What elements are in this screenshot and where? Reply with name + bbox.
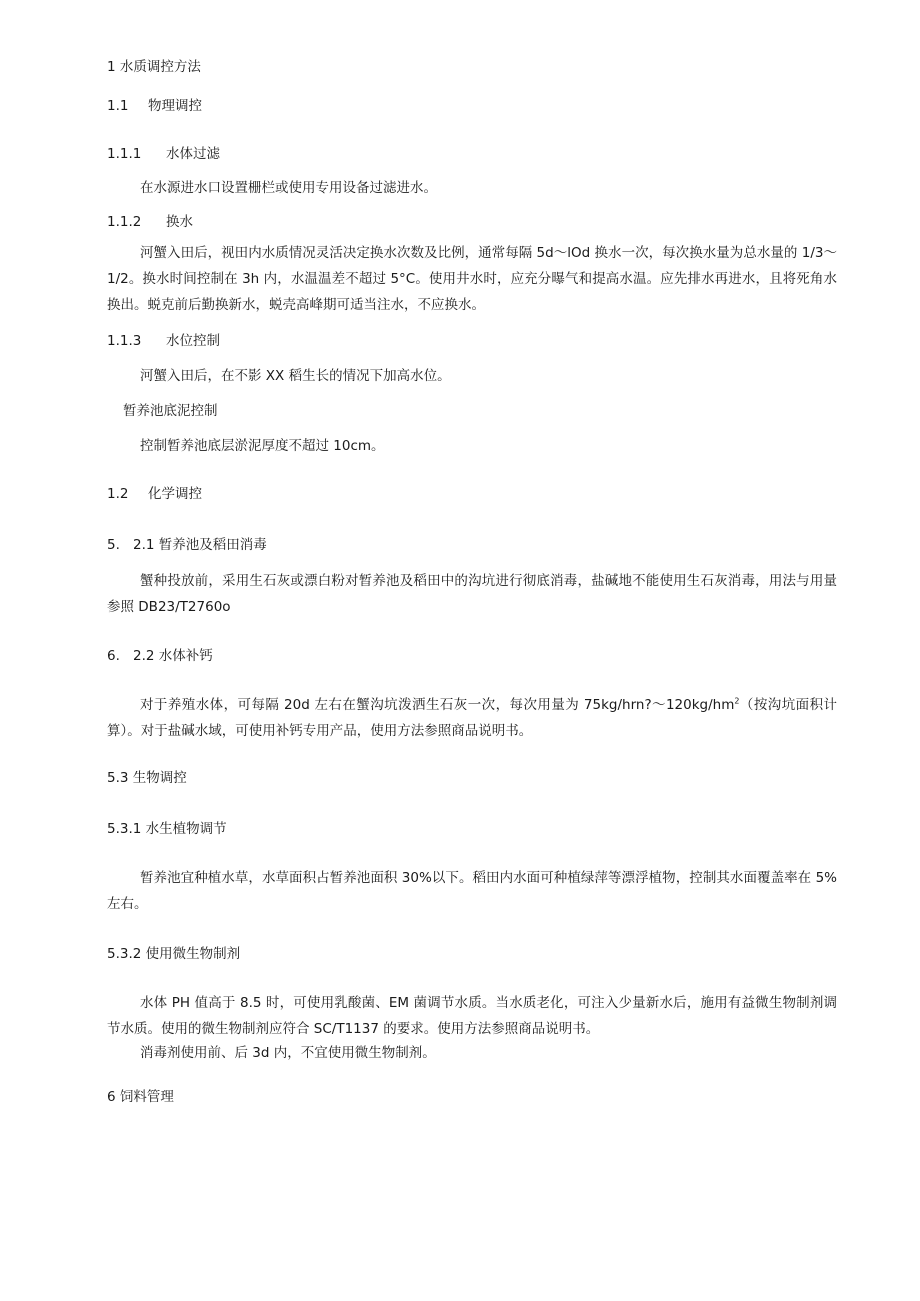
heading-sludge: 暂养池底泥控制	[123, 403, 218, 419]
heading-number: 1.1.3	[107, 333, 142, 349]
heading-title: 化学调控	[148, 486, 202, 502]
heading-title: 2.1 暂养池及稻田消毒	[133, 537, 267, 553]
heading-1-2	[107, 485, 202, 503]
heading-5-3-2: 5.3.2 使用微生物制剂	[107, 946, 241, 962]
heading-1-1-1	[107, 145, 220, 163]
paragraph: 河蟹入田后，在不影 XX 稻生长的情况下加高水位。	[140, 368, 451, 384]
heading-title: 水质调控方法	[119, 59, 201, 75]
paragraph: 消毒剂使用前、后 3d 内，不宜使用微生物制剂。	[140, 1045, 436, 1061]
heading-5-3-1: 5.3.1 水生植物调节	[107, 821, 227, 837]
heading-6-feed: 6 饲料管理	[107, 1089, 174, 1105]
heading-1-1-2	[107, 213, 193, 231]
heading-1-1-3	[107, 332, 220, 350]
heading-title: 水体过滤	[166, 146, 220, 162]
superscript: 2	[734, 696, 740, 706]
paragraph: 暂养池宜种植水草，水草面积占暂养池面积 30%以下。稻田内水面可种植绿萍等漂浮植物，控制其水面覆盖率在 5%左右。	[107, 870, 837, 912]
heading-number: 1.1	[107, 98, 129, 114]
heading-number: 6.	[107, 648, 120, 664]
paragraph: 河蟹入田后，视田内水质情况灵活决定换水次数及比例，通常每隔 5d～lOd 换水一次，每次换水量为总水量的 1/3～1/2。换水时间控制在 3h 内，水温温差不超过 5°C。使用井水时，应充分曝气和提高水温。应先排水再进水，且将死角水换出。蜕克前后勤换新水，蜕壳高峰期可适当注水，不应换水。	[107, 245, 837, 313]
paragraph: 在水源进水口设置栅栏或使用专用设备过滤进水。	[140, 180, 437, 196]
heading-number: 5.	[107, 537, 120, 553]
heading-title: 物理调控	[148, 98, 202, 114]
heading-number: 1	[107, 59, 116, 75]
paragraph: 水体 PH 值高于 8.5 时，可使用乳酸菌、EM 菌调节水质。当水质老化，可注入少量新水后，施用有益微生物制剂调节水质。使用的微生物制剂应符合 SC/T1137 的要求。使用方法参照商品说明书。	[107, 995, 837, 1037]
heading-1	[107, 58, 201, 76]
heading-title: 换水	[166, 214, 193, 230]
heading-number: 1.1.1	[107, 146, 142, 162]
paragraph: 控制暂养池底层淤泥厚度不超过 10cm。	[140, 438, 385, 454]
paragraph-text: 对于养殖水体，可每隔 20d 左右在蟹沟坑泼洒生石灰一次，每次用量为 75kg/hrn?～120kg∕hm	[140, 697, 735, 713]
heading-title: 水位控制	[166, 333, 220, 349]
heading-1-1	[107, 97, 202, 115]
heading-number: 1.2	[107, 486, 129, 502]
heading-5-3: 5.3 生物调控	[107, 770, 187, 786]
paragraph: 蟹种投放前，采用生石灰或漂白粉对暂养池及稻田中的沟坑进行彻底消毒，盐碱地不能使用生石灰消毒，用法与用量参照 DB23∕T2760o	[107, 573, 837, 615]
paragraph	[107, 692, 837, 744]
heading-number: 1.1.2	[107, 214, 142, 230]
heading-5	[107, 536, 267, 554]
heading-title: 2.2 水体补钙	[133, 648, 213, 664]
paragraph-text: （按沟坑面积计算）。对于盐碱水域，可使用补钙专用产品，使用方法参照商品说明书。	[107, 697, 837, 739]
heading-6	[107, 647, 213, 665]
